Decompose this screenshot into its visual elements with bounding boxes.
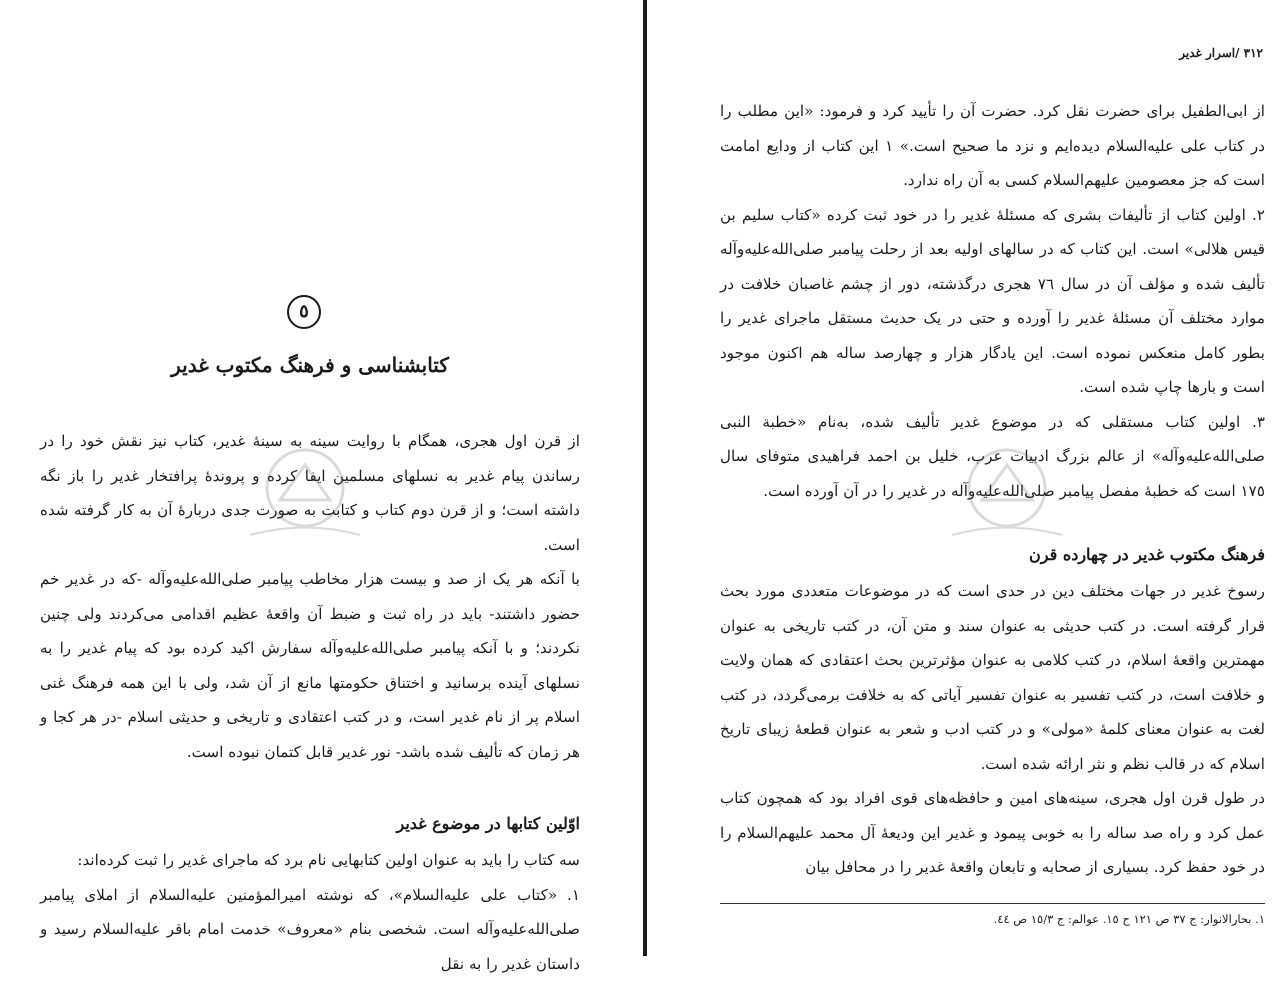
paragraph: ٣. اولین کتاب مستقلی که در موضوع غدیر تألیف شده، به‌نام «خطبة النبی صلی‌الله‌علیه‌وآله» از عالم بزرگ ادبیات عرب، خلیل بن احمد فراهیدی متوفای سال ١٧٥ است که خطبهٔ مفصل پیامبر صلی‌الله‌علیه‌وآله در غدیر را در آن آورده است. — [720, 405, 1265, 509]
chapter-number: ٥ — [287, 295, 321, 329]
paragraph: سه کتاب را باید به عنوان اولین کتابهایی نام برد که ماجرای غدیر را ثبت کرده‌اند: — [40, 843, 580, 878]
paragraph: در طول قرن اول هجری، سینه‌های امین و حافظه‌های قوی افراد بود که همچون کتاب عمل کرد و راه صد ساله را به خوبی پیمود و غدیر این ودیعهٔ آل محمد علیهم‌السلام را در خود حفظ کرد. بسیاری از صحابه و تابعان واقعهٔ غدیر را در محافل بیان — [720, 781, 1265, 885]
left-page — [0, 0, 640, 956]
section-heading: فرهنگ مکتوب غدیر در چهارده قرن — [720, 538, 1265, 572]
paragraph: ١. «کتاب علی علیه‌السلام»، که نوشته امیرالمؤمنین علیه‌السلام از املای پیامبر صلی‌الله‌علیه‌وآله است. شخصی بنام «معروف» خدمت امام باقر علیه‌السلام رسید و داستان غدیر را به نقل — [40, 878, 580, 981]
right-page — [652, 0, 1279, 956]
footnote: ١. بحارالانوار: ج ٣٧ ص ١٢١ ح ١٥. عوالم: ج ١٥/٣ ص ٤٤. — [720, 912, 1265, 926]
paragraph: از قرن اول هجری، همگام با روایت سینه به سینهٔ غدیر، کتاب نیز نقش خود را در رساندن پیام غدیر به نسلهای مسلمین ایفا کرده و پروندهٔ پرافتخار غدیر را باز نگه داشته است؛ و از قرن دوم کتاب و کتابت به صورت جدی دربارهٔ آن به کار گرفته شده است. — [40, 424, 580, 562]
left-body — [40, 424, 580, 981]
chapter-title: کتابشناسی و فرهنگ مکتوب غدیر — [20, 353, 600, 377]
paragraph: با آنکه هر یک از صد و بیست هزار مخاطب پیامبر صلی‌الله‌علیه‌وآله -که در غدیر خم حضور داشتند- باید در راه ثبت و ضبط آن واقعهٔ عظیم اقدامی می‌کردند ولی چنین نکردند؛ و با آنکه پیامبر صلی‌الله‌علیه‌وآله سفارش اکید کرده بود که پیام غدیر را به نسلهای آینده برسانید و اختناق حکومتها مانع از آن شد، ولی با این همه فرهنگ غنی اسلام پر از نام غدیر است، و در کتب اعتقادی و تاریخی و حدیثی اسلام -در هر کجا و هر زمان که تألیف شده باشد- نور غدیر قابل کتمان نبوده است. — [40, 562, 580, 769]
paragraph: ٢. اولین کتاب از تألیفات بشری که مسئلهٔ غدیر را در خود ثبت کرده «کتاب سلیم بن قیس هلالی» است. این کتاب که در سالهای اولیه بعد از رحلت پیامبر صلی‌الله‌علیه‌وآله تألیف شده و مؤلف آن در سال ٧٦ هجری درگذشته، دور از چشم غاصبان خلافت در موارد مختلف آن مسئلهٔ غدیر را آورده و حتی در یک حدیث مستقل ماجرای غدیر را بطور کامل منعکس نموده است. این یادگار هزار و چهارصد ساله هم اکنون موجود است و بارها چاپ شده است. — [720, 198, 1265, 405]
footnote-divider — [720, 903, 1265, 904]
section-heading: اوّلین کتابها در موضوع غدیر — [40, 807, 580, 841]
paragraph: رسوخ غدیر در جهات مختلف دین در حدی است که در موضوعات متعددی مورد بحث قرار گرفته است. در کتب حدیثی به عنوان سند و متن آن، در کتب تاریخی به عنوان مهمترین واقعهٔ اسلام، در کتب کلامی به عنوان مؤثرترین بحث اعتقادی که همان ولایت و خلافت است، در کتب تفسیر به عنوان تفسیر آیاتی که به خلافت برمی‌گردد، در کتب لغت به عنوان معنای کلمهٔ «مولی» و در کتب ادب و شعر به عنوان قطعهٔ زیبای تاریخ اسلام که در قالب نظم و نثر ارائه شده است. — [720, 574, 1265, 781]
page-gutter — [643, 0, 647, 956]
paragraph: از ابی‌الطفیل برای حضرت نقل کرد. حضرت آن را تأیید کرد و فرمود: «این مطلب را در کتاب علی علیه‌السلام دیده‌ایم و نزد ما صحیح است.» ١ این کتاب از ودایع امامت است که جز معصومین علیهم‌السلام کسی به آن راه ندارد. — [720, 94, 1265, 198]
running-header: ٣١٢ /اسرار غدیر — [1179, 46, 1263, 60]
right-body — [720, 94, 1265, 885]
